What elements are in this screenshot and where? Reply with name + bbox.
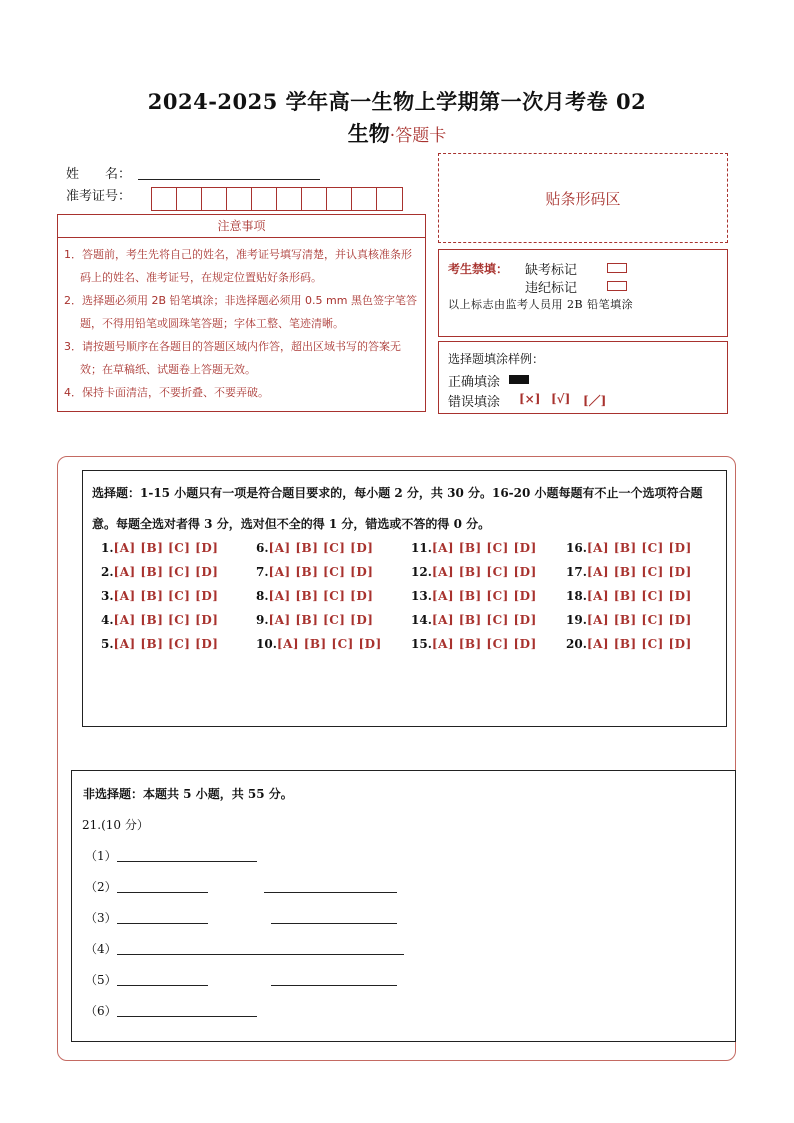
mc-choice-options[interactable]: [A] [B] [C] [D] <box>431 565 537 579</box>
open-question-box <box>71 770 736 1042</box>
part-label: （6） <box>85 1004 117 1018</box>
mc-question-number: 18. <box>566 589 587 603</box>
mc-question-number: 11. <box>411 541 432 555</box>
mc-choice-options[interactable]: [A] [B] [C] [D] <box>431 541 537 555</box>
mc-choice-options[interactable]: [A] [B] [C] [D] <box>268 613 374 627</box>
forbid-note: 以上标志由监考人员用 2B 铅笔填涂 <box>448 298 634 311</box>
mc-choice-options[interactable]: [A] [B] [C] [D] <box>113 637 219 651</box>
part-label: （2） <box>85 880 117 894</box>
mc-choice-options[interactable]: [A] [B] [C] [D] <box>431 589 537 603</box>
mc-question-number: 15. <box>411 637 432 651</box>
mc-question-number: 16. <box>566 541 587 555</box>
notice-item: 4．保持卡面清洁，不要折叠、不要弄破。 <box>64 386 269 399</box>
notice-box <box>57 214 426 412</box>
mc-choice-options[interactable]: [A] [B] [C] [D] <box>113 589 219 603</box>
sample-title: 选择题填涂样例： <box>448 352 545 366</box>
mc-question[interactable] <box>101 565 218 579</box>
mc-question[interactable] <box>411 541 537 555</box>
mc-question-number: 13. <box>411 589 432 603</box>
mc-question-number: 3. <box>101 589 114 603</box>
mc-question[interactable] <box>256 637 382 651</box>
mc-choice-options[interactable]: [A] [B] [C] [D] <box>268 589 374 603</box>
mc-question-number: 6. <box>256 541 269 555</box>
mc-question-number: 8. <box>256 589 269 603</box>
name-field[interactable] <box>138 179 320 180</box>
mc-question-number: 4. <box>101 613 114 627</box>
id-digit-box[interactable] <box>202 188 227 210</box>
wrong-example: [／] <box>583 394 607 408</box>
mc-question[interactable] <box>101 541 218 555</box>
mc-question[interactable] <box>566 589 692 603</box>
id-digit-box[interactable] <box>302 188 327 210</box>
mc-question-number: 20. <box>566 637 587 651</box>
notice-title: 注意事项 <box>58 215 425 238</box>
violation-label: 违纪标记 <box>525 281 578 296</box>
mc-choice-options[interactable]: [A] [B] [C] [D] <box>586 565 692 579</box>
q21-label: 21.(10 分） <box>82 818 149 832</box>
answer-line[interactable] <box>117 861 257 862</box>
mc-question-number: 10. <box>256 637 277 651</box>
exam-title: 2024-2025 学年高一生物上学期第一次月考卷 02 <box>147 89 647 114</box>
absent-mark-box[interactable] <box>607 263 627 273</box>
id-digit-box[interactable] <box>177 188 202 210</box>
correct-fill-label: 正确填涂 <box>448 375 501 390</box>
mc-question-number: 14. <box>411 613 432 627</box>
mc-question[interactable] <box>411 613 537 627</box>
mc-question[interactable] <box>566 637 692 651</box>
mc-question-number: 9. <box>256 613 269 627</box>
mc-question[interactable] <box>256 541 373 555</box>
proctor-box <box>438 249 728 337</box>
mc-question-number: 17. <box>566 565 587 579</box>
card-label: ·答题卡 <box>389 126 447 146</box>
answer-line[interactable] <box>271 985 397 986</box>
notice-item: 2．选择题必须用 2B 铅笔填涂；非选择题必须用 0.5 mm 黑色签字笔答题，不得用铅笔或圆珠笔答题；字体工整、笔迹清晰。 <box>64 294 417 330</box>
mc-question[interactable] <box>411 589 537 603</box>
part-label: （4） <box>85 942 117 956</box>
mc-choice-options[interactable]: [A] [B] [C] [D] <box>113 565 219 579</box>
subject-label: 生物 <box>347 121 390 146</box>
wrong-fill-label: 错误填涂 <box>448 395 501 410</box>
correct-fill-example <box>509 375 529 384</box>
wrong-example: [×] <box>519 392 541 406</box>
mc-question[interactable] <box>566 565 692 579</box>
fill-sample-box <box>438 341 728 414</box>
mc-question-number: 12. <box>411 565 432 579</box>
barcode-label: 贴条形码区 <box>545 189 621 208</box>
subtitle <box>0 118 794 148</box>
answer-line[interactable] <box>117 1016 257 1017</box>
part-label: （1） <box>85 849 117 863</box>
notice-item: 3．请按题号顺序在各题目的答题区域内作答，超出区域书写的答案无效；在草稿纸、试题卷上答题无效。 <box>64 340 401 376</box>
violation-mark-box[interactable] <box>607 281 627 291</box>
mc-choice-options[interactable]: [A] [B] [C] [D] <box>268 565 374 579</box>
id-digit-box[interactable] <box>327 188 352 210</box>
mc-instruction: 选择题：1-15 小题只有一项是符合题目要求的，每小题 2 分，共 30 分。16-20 小题每题有不止一个选项符合题意。每题全选对者得 3 分，选对但不全的得 1 分，错选或不答的得 0 分。 <box>92 486 703 531</box>
part-label: （5） <box>85 973 117 987</box>
mc-question-number: 7. <box>256 565 269 579</box>
id-digit-box[interactable] <box>252 188 277 210</box>
mc-choice-options[interactable]: [A] [B] [C] [D] <box>113 613 219 627</box>
id-digit-box[interactable] <box>377 188 402 210</box>
mc-question-number: 1. <box>101 541 114 555</box>
mc-choice-options[interactable]: [A] [B] [C] [D] <box>586 589 692 603</box>
id-digit-box[interactable] <box>152 188 177 210</box>
id-digit-box[interactable] <box>352 188 377 210</box>
exam-id-boxes[interactable] <box>151 187 403 211</box>
mc-question[interactable] <box>101 589 218 603</box>
answer-line[interactable] <box>271 923 397 924</box>
wrong-example: [√] <box>551 392 571 406</box>
mc-question-number: 2. <box>101 565 114 579</box>
id-label: 准考证号： <box>66 189 132 204</box>
name-label: 姓 名： <box>66 167 132 182</box>
absent-label: 缺考标记 <box>525 263 578 278</box>
answer-line[interactable] <box>264 892 397 893</box>
id-digit-box[interactable] <box>277 188 302 210</box>
mc-choice-options[interactable]: [A] [B] [C] [D] <box>268 541 374 555</box>
mc-choice-options[interactable]: [A] [B] [C] [D] <box>431 613 537 627</box>
mc-question[interactable] <box>256 565 373 579</box>
mc-question[interactable] <box>566 613 692 627</box>
answer-line[interactable] <box>117 892 208 893</box>
id-digit-box[interactable] <box>227 188 252 210</box>
part-label: （3） <box>85 911 117 925</box>
mc-question[interactable] <box>566 541 692 555</box>
mc-choice-options[interactable]: [A] [B] [C] [D] <box>586 541 692 555</box>
mc-question[interactable] <box>411 637 537 651</box>
mc-choice-options[interactable]: [A] [B] [C] [D] <box>586 637 692 651</box>
notice-item: 1．答题前，考生先将自己的姓名，准考证号填写清楚，并认真核准条形码上的姓名、准考证号，在规定位置贴好条形码。 <box>64 248 412 284</box>
mc-choice-options[interactable]: [A] [B] [C] [D] <box>431 637 537 651</box>
mc-question[interactable] <box>411 565 537 579</box>
answer-line[interactable] <box>117 985 208 986</box>
mc-question-number: 5. <box>101 637 114 651</box>
mc-question[interactable] <box>256 613 373 627</box>
mc-choice-options[interactable]: [A] [B] [C] [D] <box>586 613 692 627</box>
mc-question[interactable] <box>256 589 373 603</box>
answer-line[interactable] <box>117 923 208 924</box>
answer-line[interactable] <box>117 954 404 955</box>
mc-choice-options[interactable]: [A] [B] [C] [D] <box>276 637 382 651</box>
forbid-title: 考生禁填： <box>448 262 509 276</box>
open-instruction: 非选择题：本题共 5 小题，共 55 分。 <box>83 787 293 801</box>
mc-question[interactable] <box>101 613 218 627</box>
barcode-area <box>438 153 728 243</box>
mc-choice-options[interactable]: [A] [B] [C] [D] <box>113 541 219 555</box>
mc-question-number: 19. <box>566 613 587 627</box>
mc-question[interactable] <box>101 637 218 651</box>
